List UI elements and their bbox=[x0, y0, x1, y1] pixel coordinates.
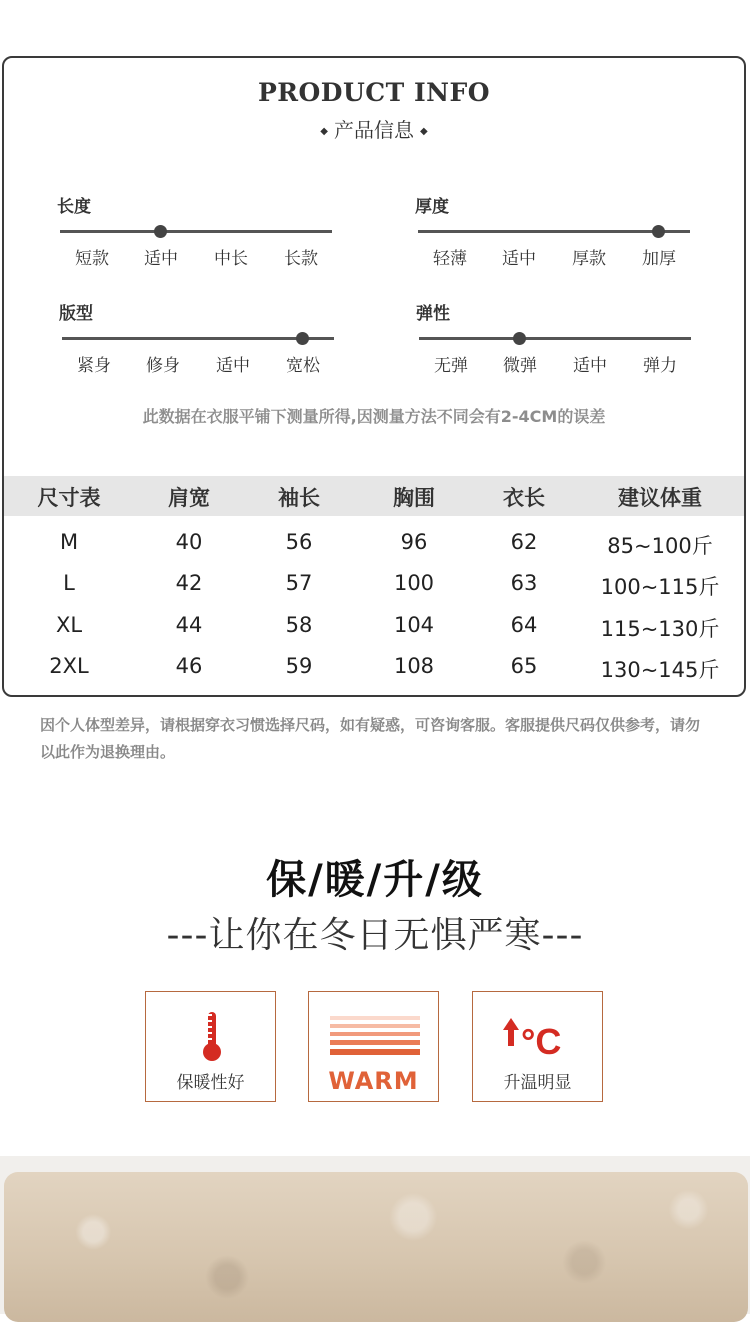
attribute-option: 紧身 bbox=[77, 356, 111, 376]
table-cell: 96 bbox=[400, 530, 428, 554]
attribute-option: 轻薄 bbox=[433, 249, 467, 269]
table-cell: 115~130斤 bbox=[600, 617, 720, 641]
attribute-option: 加厚 bbox=[642, 249, 676, 269]
attribute-label: 厚度 bbox=[415, 197, 449, 217]
attribute-option: 适中 bbox=[573, 356, 607, 376]
table-cell: 56 bbox=[285, 530, 313, 554]
diamond-icon: ◆ bbox=[320, 126, 328, 137]
table-cell: 65 bbox=[510, 654, 538, 678]
table-cell: 44 bbox=[175, 613, 203, 637]
table-cell: 42 bbox=[175, 571, 203, 595]
attribute-label: 弹性 bbox=[416, 304, 450, 324]
attribute-scale-line bbox=[419, 337, 691, 340]
attribute-option: 修身 bbox=[146, 356, 180, 376]
table-header-cell: 建议体重 bbox=[618, 486, 702, 510]
attribute-selected-dot bbox=[513, 332, 526, 345]
attribute-option: 无弹 bbox=[434, 356, 468, 376]
feature-label: 升温明显 bbox=[503, 1073, 572, 1093]
attribute-option: 适中 bbox=[144, 249, 178, 269]
attribute-option: 宽松 bbox=[286, 356, 320, 376]
warm-section-title: 保/暖/升/级 bbox=[266, 857, 484, 903]
attribute-fit bbox=[59, 299, 339, 379]
table-row bbox=[4, 613, 744, 643]
table-cell: 58 bbox=[285, 613, 313, 637]
warm-stripes-icon bbox=[330, 1014, 420, 1058]
table-cell: 85~100斤 bbox=[607, 534, 713, 558]
table-cell: 64 bbox=[510, 613, 538, 637]
attribute-scale-line bbox=[60, 230, 332, 233]
attribute-option: 弹力 bbox=[643, 356, 677, 376]
table-row bbox=[4, 571, 744, 601]
table-cell: 104 bbox=[393, 613, 435, 637]
feature-label: WARM bbox=[328, 1067, 419, 1095]
attribute-selected-dot bbox=[154, 225, 167, 238]
measurement-note: 此数据在衣服平铺下测量所得,因测量方法不同会有2-4CM的误差 bbox=[142, 407, 606, 426]
fleece-texture-photo bbox=[0, 1156, 750, 1314]
table-cell: 108 bbox=[393, 654, 435, 678]
product-info-subtitle: ◆ 产品信息 ◆ bbox=[320, 118, 428, 142]
attribute-thickness bbox=[415, 192, 695, 272]
table-header-cell: 袖长 bbox=[278, 486, 320, 510]
size-disclaimer: 因个人体型差异，请根据穿衣习惯选择尺码，如有疑惑，可咨询客服。客服提供尺码仅供参考，请勿以此作为退换理由。 bbox=[40, 716, 701, 761]
table-header-cell: 肩宽 bbox=[168, 486, 210, 510]
product-info-title: PRODUCT INFO bbox=[257, 78, 491, 107]
table-cell: 63 bbox=[510, 571, 538, 595]
table-cell: 40 bbox=[175, 530, 203, 554]
feature-card-heating bbox=[472, 991, 603, 1102]
attribute-option: 短款 bbox=[75, 249, 109, 269]
feature-card-warm bbox=[308, 991, 439, 1102]
table-cell: 100~115斤 bbox=[600, 575, 720, 599]
table-cell: L bbox=[63, 571, 75, 595]
table-header-cell: 胸围 bbox=[393, 486, 435, 510]
table-cell: 2XL bbox=[49, 654, 89, 678]
table-header-cell: 尺寸表 bbox=[37, 486, 101, 510]
attribute-selected-dot bbox=[296, 332, 309, 345]
attribute-elasticity bbox=[416, 299, 696, 379]
attribute-option: 中长 bbox=[214, 249, 248, 269]
product-info-card bbox=[2, 56, 746, 697]
feature-label: 保暖性好 bbox=[176, 1073, 245, 1093]
table-cell: 100 bbox=[393, 571, 435, 595]
fleece-image bbox=[4, 1172, 748, 1322]
feature-card-warmth bbox=[145, 991, 276, 1102]
attribute-scale-line bbox=[62, 337, 334, 340]
attribute-option: 长款 bbox=[284, 249, 318, 269]
svg-text:°C: °C bbox=[521, 1021, 562, 1062]
diamond-icon: ◆ bbox=[420, 126, 428, 137]
table-cell: 130~145斤 bbox=[600, 658, 720, 682]
attribute-label: 长度 bbox=[57, 197, 91, 217]
thermometer-icon bbox=[192, 1008, 232, 1064]
attribute-length bbox=[57, 192, 337, 272]
attribute-selected-dot bbox=[652, 225, 665, 238]
attribute-option: 厚款 bbox=[572, 249, 606, 269]
size-table-header bbox=[4, 476, 744, 516]
temperature-up-icon bbox=[503, 1016, 583, 1066]
attribute-label: 版型 bbox=[59, 304, 93, 324]
attribute-option: 微弹 bbox=[503, 356, 537, 376]
table-cell: 46 bbox=[175, 654, 203, 678]
table-row bbox=[4, 530, 744, 560]
attribute-scale-line bbox=[418, 230, 690, 233]
table-cell: 62 bbox=[510, 530, 538, 554]
table-cell: XL bbox=[55, 613, 83, 637]
table-cell: M bbox=[59, 530, 79, 554]
attribute-option: 适中 bbox=[502, 249, 536, 269]
table-row bbox=[4, 654, 744, 684]
attribute-option: 适中 bbox=[216, 356, 250, 376]
warm-section-subtitle: ---让你在冬日无惧严寒--- bbox=[166, 915, 584, 956]
table-header-cell: 衣长 bbox=[503, 486, 545, 510]
table-cell: 59 bbox=[285, 654, 313, 678]
table-cell: 57 bbox=[285, 571, 313, 595]
